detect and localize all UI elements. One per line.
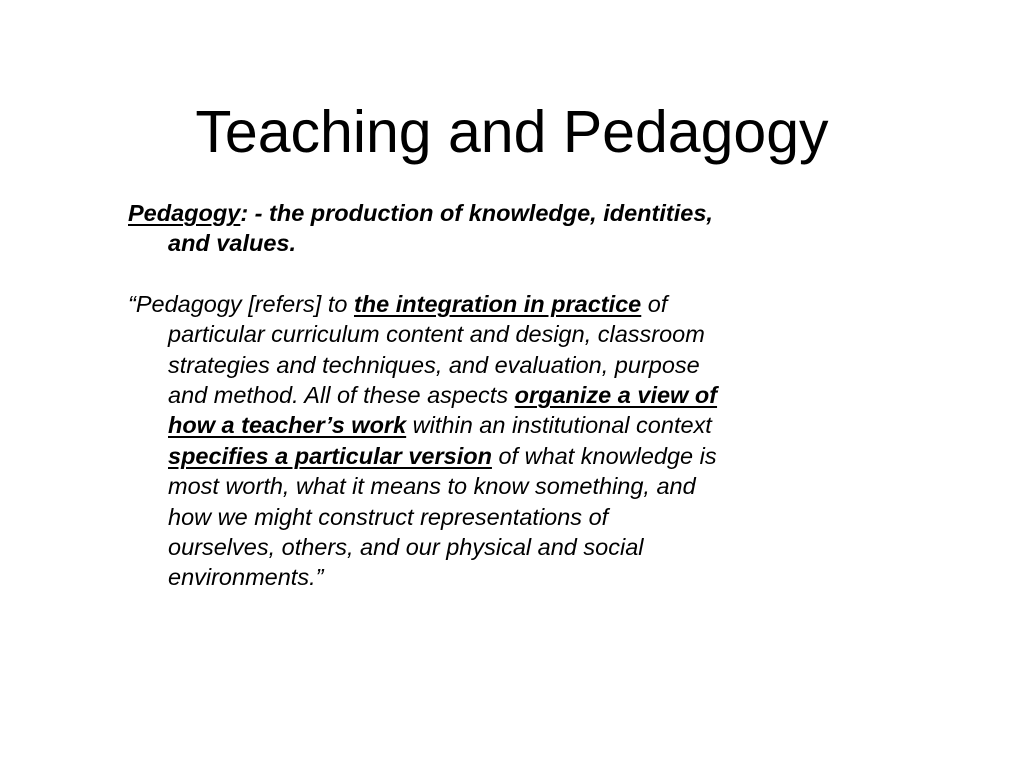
definition-paragraph (128, 198, 718, 259)
slide-title: Teaching and Pedagogy (195, 99, 829, 165)
quote-text-4: of what knowledge is most worth, what it means to know something, and how we might construct representations of ourselves, others, and our physical and social environments.” (168, 442, 717, 591)
definition-text: : - the production of knowledge, identities, and values. (168, 200, 713, 257)
quote-emphasis-1: the integration in practice (353, 290, 642, 317)
quote-emphasis-3: specifies a particular version (168, 442, 492, 469)
quote-paragraph (128, 289, 718, 593)
quote-text-1: “Pedagogy [refers] to (128, 290, 354, 317)
quote-text-2: of particular curriculum content and design, classroom strategies and techniques, and evaluation, purpose and method. All of these aspects (168, 290, 705, 409)
quote-emphasis-2: organize a view of how a teacher’s work (168, 382, 718, 439)
slide-body (128, 198, 718, 593)
definition-term: Pedagogy (128, 200, 241, 226)
quote-text-3: within an institutional context (406, 412, 712, 439)
